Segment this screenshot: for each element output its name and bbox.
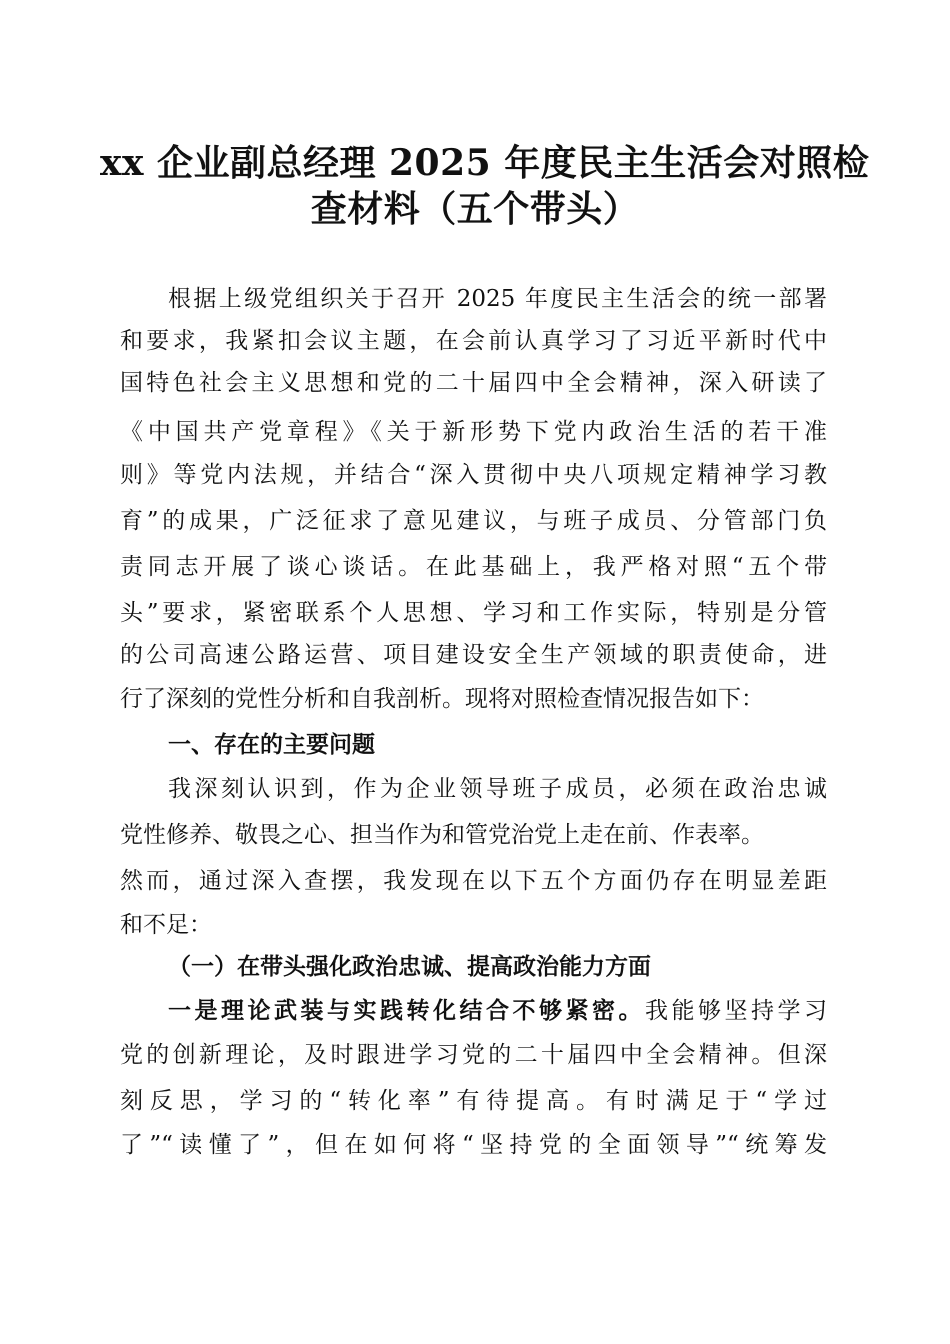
title-line: xx 企业副总经理 2025 年度民主生活会对照检 [100, 142, 870, 184]
text-line: 刻反思，学习的“转化率”有待提高。有时满足于“学过 [120, 1088, 827, 1114]
text-line: 责同志开展了谈心谈话。在此基础上，我严格对照“五个带 [120, 554, 827, 580]
title-line: 查材料（五个带头） [310, 188, 640, 230]
section-heading: 一、存在的主要问题 [168, 731, 375, 758]
text-line: 我深刻认识到，作为企业领导班子成员，必须在政治忠诚 [168, 776, 827, 802]
text-line: 党性修养、敬畏之心、担当作为和管党治党上走在前、作表率。 [120, 822, 764, 848]
point-line [168, 996, 827, 1026]
text-line: 和要求，我紧扣会议主题，在会前认真学习了习近平新时代中 [120, 328, 827, 354]
text-line: 然而，通过深入查摆，我发现在以下五个方面仍存在明显差距 [120, 868, 827, 894]
text-line: 育”的成果，广泛征求了意见建议，与班子成员、分管部门负 [120, 508, 827, 534]
text-line: 国特色社会主义思想和党的二十届四中全会精神，深入研读了 [120, 370, 827, 396]
text-line: 党的创新理论，及时跟进学习党的二十届四中全会精神。但深 [120, 1042, 827, 1068]
document-title [100, 140, 870, 232]
text-line: 了”“读懂了”，但在如何将“坚持党的全面领导”“统筹发 [120, 1132, 827, 1158]
text-line: 《中国共产党章程》《关于新形势下党内政治生活的若干准 [120, 419, 827, 445]
point-text: 我能够坚持学习 [645, 998, 827, 1024]
text-line: 行了深刻的党性分析和自我剖析。现将对照检查情况报告如下： [120, 686, 764, 712]
text-line: 则》等党内法规，并结合“深入贯彻中央八项规定精神学习教 [120, 462, 827, 488]
text-line: 和不足： [120, 912, 212, 938]
text-line: 根据上级党组织关于召开 2025 年度民主生活会的统一部署 [168, 286, 827, 312]
text-line: 的公司高速公路运营、项目建设安全生产领域的职责使命，进 [120, 642, 827, 668]
point-lead: 一是理论武装与实践转化结合不够紧密。 [168, 997, 645, 1024]
text-line: 头”要求，紧密联系个人思想、学习和工作实际，特别是分管 [120, 600, 827, 626]
subsection-heading: （一）在带头强化政治忠诚、提高政治能力方面 [168, 953, 651, 980]
